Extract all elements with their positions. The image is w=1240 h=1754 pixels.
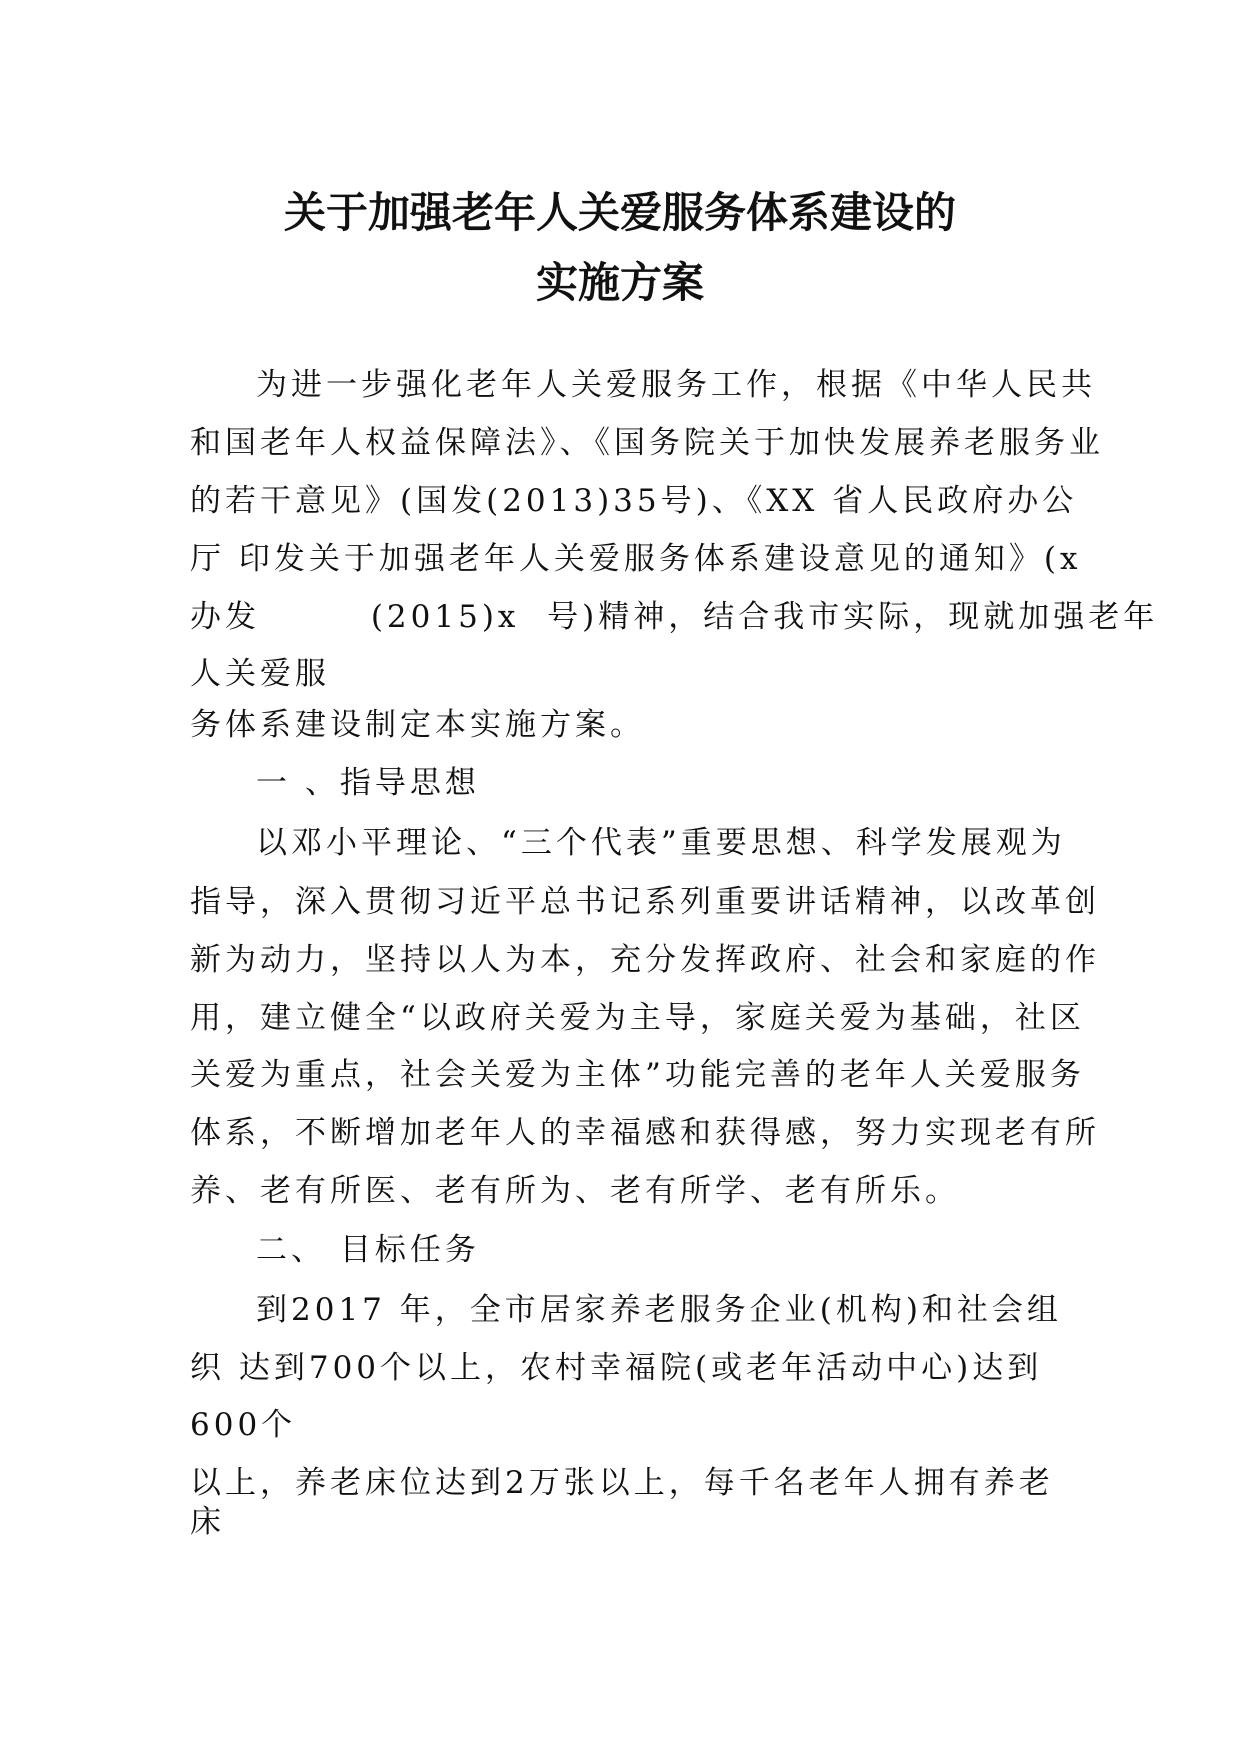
body-line-12: 关爱为重点，社会关爱为主体”功能完善的老年人关爱服务 <box>190 1057 1085 1093</box>
body-line-17: 600个 <box>190 1407 297 1443</box>
body-line-7: 务体系建设制定本实施方案。 <box>190 707 645 743</box>
body-line-19: 床 <box>190 1504 225 1540</box>
body-line-2: 和国老年人权益保障法》、《国务院关于加快发展养老服务业 <box>190 425 1104 461</box>
body-line-15: 到2017 年，全市居家养老服务企业(机构)和社会组 <box>256 1292 1062 1328</box>
body-line-13: 体系，不断增加老年人的幸福感和获得感，努力实现老有所 <box>190 1115 1100 1151</box>
body-line-14: 养、老有所医、老有所为、老有所学、老有所乐。 <box>190 1173 960 1209</box>
document-title-line-2: 实施方案 <box>535 258 704 307</box>
body-line-11: 用，建立健全“以政府关爱为主导，家庭关爱为基础，社区 <box>190 1000 1085 1036</box>
document-title-line-1: 关于加强老年人关爱服务体系建设的 <box>283 188 956 237</box>
body-line-9: 指导，深入贯彻习近平总书记系列重要讲话精神，以改革创 <box>190 884 1100 920</box>
section-heading-1: 一 、指导思想 <box>256 765 480 801</box>
body-line-8: 以邓小平理论、“三个代表”重要思想、科学发展观为 <box>256 825 1066 861</box>
body-line-6: 人关爱服 <box>190 656 330 692</box>
body-line-18: 以上，养老床位达到2万张以上，每千名老年人拥有养老 <box>190 1465 1054 1501</box>
body-line-16: 织 达到700个以上，农村幸福院(或老年活动中心)达到 <box>190 1350 1043 1386</box>
body-line-4: 厅 印发关于加强老年人关爱服务体系建设意见的通知》(x <box>190 541 1082 577</box>
section-heading-2: 二、 目标任务 <box>256 1232 480 1268</box>
body-line-1: 为进一步强化老年人关爱服务工作，根据《中华人民共 <box>256 367 1096 403</box>
body-line-5: 办发 (2015)x 号)精神，结合我市实际，现就加强老年 <box>190 599 1159 635</box>
body-line-10: 新为动力，坚持以人为本，充分发挥政府、社会和家庭的作 <box>190 942 1100 978</box>
body-line-3: 的若干意见》(国发(2013)35号)、《XX 省人民政府办公 <box>190 483 1078 519</box>
